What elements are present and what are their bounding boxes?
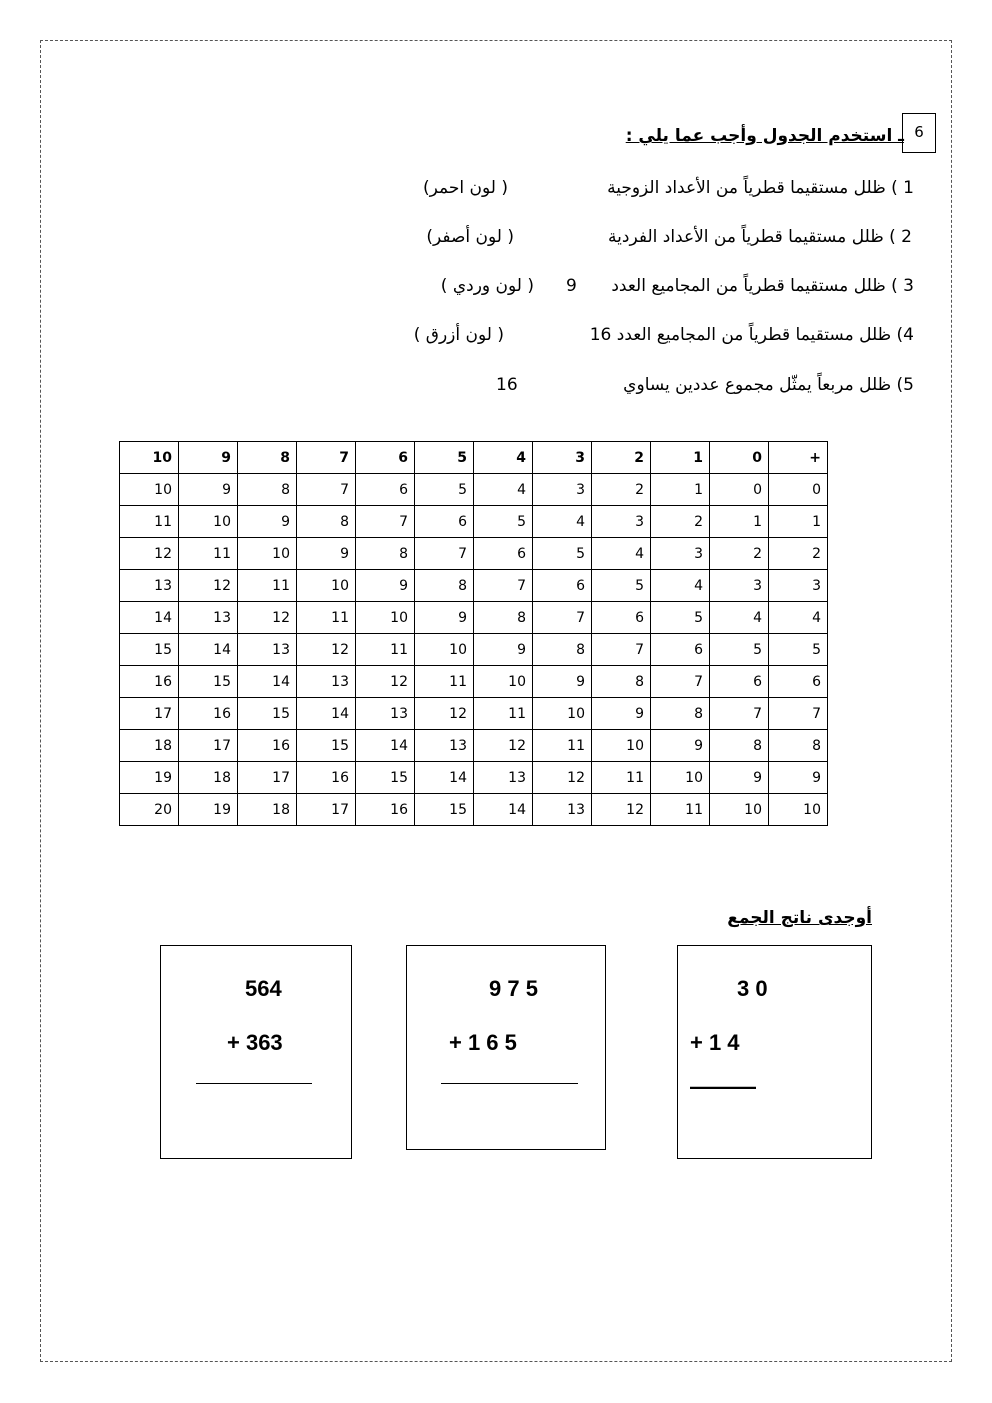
table-cell: 15: [238, 698, 297, 730]
problem-3-bottom: + 1 4: [690, 1030, 740, 1055]
table-cell: 10: [533, 698, 592, 730]
table-cell: 12: [592, 794, 651, 826]
table-cell: 12: [415, 698, 474, 730]
table-cell: 9: [474, 634, 533, 666]
table-cell: 5: [415, 474, 474, 506]
table-cell: 8: [769, 730, 828, 762]
table-cell: 6: [533, 570, 592, 602]
table-cell: 6: [415, 506, 474, 538]
table-row: [120, 570, 828, 602]
table-cell: 9: [533, 666, 592, 698]
table-cell: 13: [356, 698, 415, 730]
table-cell: 4: [651, 570, 710, 602]
table-header-cell: 0: [710, 442, 769, 474]
problem-2-top: 9 7 5: [489, 976, 538, 1001]
table-cell: 3: [592, 506, 651, 538]
table-cell: 11: [297, 602, 356, 634]
table-cell: 12: [474, 730, 533, 762]
table-cell: 14: [238, 666, 297, 698]
table-header-cell: 4: [474, 442, 533, 474]
table-cell: 4: [769, 602, 828, 634]
table-cell: 5: [533, 538, 592, 570]
table-cell: 7: [533, 602, 592, 634]
table-cell: 10: [710, 794, 769, 826]
table-cell: 10: [297, 570, 356, 602]
table-cell: 17: [297, 794, 356, 826]
table-cell: 9: [179, 474, 238, 506]
table-cell: 9: [651, 730, 710, 762]
table-cell: 14: [120, 602, 179, 634]
table-cell: 11: [179, 538, 238, 570]
table-cell: 17: [238, 762, 297, 794]
table-cell: 14: [297, 698, 356, 730]
table-cell: 3: [533, 474, 592, 506]
table-header-cell: 1: [651, 442, 710, 474]
table-cell: 12: [356, 666, 415, 698]
table-cell: 0: [769, 474, 828, 506]
table-cell: 18: [238, 794, 297, 826]
table-cell: 14: [356, 730, 415, 762]
item-1-text: 1 ) ظلل مستقيما قطرياً من الأعداد الزوجية: [607, 178, 914, 198]
table-cell: 13: [474, 762, 533, 794]
table-cell: 5: [710, 634, 769, 666]
table-cell: 10: [651, 762, 710, 794]
table-cell: 5: [651, 602, 710, 634]
table-cell: 2: [651, 506, 710, 538]
table-cell: 13: [238, 634, 297, 666]
problem-2-bottom: + 1 6 5: [449, 1030, 517, 1055]
table-cell: 14: [415, 762, 474, 794]
table-cell: 8: [710, 730, 769, 762]
table-cell: 9: [592, 698, 651, 730]
table-cell: 15: [179, 666, 238, 698]
problem-1-answer-line: [196, 1083, 312, 1084]
table-cell: 6: [651, 634, 710, 666]
table-cell: 7: [651, 666, 710, 698]
table-cell: 16: [120, 666, 179, 698]
table-cell: 12: [238, 602, 297, 634]
table-cell: 2: [710, 538, 769, 570]
table-cell: 12: [179, 570, 238, 602]
table-cell: 11: [238, 570, 297, 602]
table-cell: 14: [474, 794, 533, 826]
table-header-row: [120, 442, 828, 474]
table-cell: 4: [710, 602, 769, 634]
table-cell: 11: [120, 506, 179, 538]
table-cell: 15: [297, 730, 356, 762]
table-row: [120, 762, 828, 794]
table-cell: 7: [297, 474, 356, 506]
table-cell: 11: [474, 698, 533, 730]
table-header-cell: 8: [238, 442, 297, 474]
table-cell: 6: [474, 538, 533, 570]
question-number: 6: [902, 113, 936, 153]
table-cell: 6: [710, 666, 769, 698]
table-cell: 13: [297, 666, 356, 698]
table-cell: 13: [179, 602, 238, 634]
table-cell: 6: [356, 474, 415, 506]
addition-title: أوجدى ناتج الجمع: [727, 908, 872, 928]
table-cell: 10: [120, 474, 179, 506]
item-3-text: 3 ) ظلل مستقيما قطرياً من المجاميع العدد: [611, 276, 914, 296]
table-cell: 6: [769, 666, 828, 698]
table-cell: 14: [179, 634, 238, 666]
table-cell: 11: [356, 634, 415, 666]
table-cell: 17: [120, 698, 179, 730]
table-cell: 19: [179, 794, 238, 826]
table-cell: 8: [592, 666, 651, 698]
table-cell: 9: [769, 762, 828, 794]
table-cell: 11: [651, 794, 710, 826]
problem-1-bottom: + 363: [227, 1030, 283, 1055]
table-header-cell: 10: [120, 442, 179, 474]
table-cell: 16: [356, 794, 415, 826]
table-cell: 10: [769, 794, 828, 826]
table-cell: 16: [179, 698, 238, 730]
problem-3-top: 3 0: [737, 976, 768, 1001]
table-cell: 15: [120, 634, 179, 666]
item-3-color: ( لون وردي ): [440, 276, 534, 296]
table-header-cell: 7: [297, 442, 356, 474]
table-cell: 10: [415, 634, 474, 666]
table-cell: 11: [533, 730, 592, 762]
table-cell: 15: [415, 794, 474, 826]
table-cell: 5: [474, 506, 533, 538]
table-cell: 5: [769, 634, 828, 666]
table-cell: 9: [415, 602, 474, 634]
table-cell: 1: [651, 474, 710, 506]
table-cell: 9: [297, 538, 356, 570]
table-cell: 10: [356, 602, 415, 634]
table-cell: 8: [297, 506, 356, 538]
item-5-number: 16: [496, 375, 518, 395]
table-cell: 3: [710, 570, 769, 602]
table-cell: 3: [651, 538, 710, 570]
table-cell: 4: [533, 506, 592, 538]
table-cell: 16: [297, 762, 356, 794]
table-header-cell: 9: [179, 442, 238, 474]
item-2-text: 2 ) ظلل مستقيما قطرياً من الأعداد الفردية: [608, 227, 912, 247]
table-cell: 11: [592, 762, 651, 794]
table-row: [120, 602, 828, 634]
problem-3-answer-line: ———: [690, 1074, 756, 1099]
table-cell: 8: [238, 474, 297, 506]
table-cell: 9: [238, 506, 297, 538]
table-cell: 10: [238, 538, 297, 570]
table-cell: 17: [179, 730, 238, 762]
table-cell: 6: [592, 602, 651, 634]
table-row: [120, 474, 828, 506]
item-3-number: 9: [566, 276, 577, 296]
table-cell: 12: [297, 634, 356, 666]
table-cell: 8: [474, 602, 533, 634]
table-row: [120, 634, 828, 666]
table-row: [120, 794, 828, 826]
table-cell: 15: [356, 762, 415, 794]
table-cell: 4: [474, 474, 533, 506]
table-header-cell: 3: [533, 442, 592, 474]
table-row: [120, 698, 828, 730]
table-cell: 8: [533, 634, 592, 666]
table-cell: 13: [120, 570, 179, 602]
table-cell: 20: [120, 794, 179, 826]
table-row: [120, 538, 828, 570]
table-header-cell: 5: [415, 442, 474, 474]
question-heading: ـ استخدم الجدول وأجب عما يلي :: [625, 126, 904, 146]
table-cell: 3: [769, 570, 828, 602]
table-header-cell: 2: [592, 442, 651, 474]
table-cell: 1: [769, 506, 828, 538]
table-cell: 7: [769, 698, 828, 730]
table-cell: 10: [592, 730, 651, 762]
table-cell: 13: [415, 730, 474, 762]
item-1-color: ( لون احمر): [423, 178, 508, 198]
table-cell: 18: [120, 730, 179, 762]
table-cell: 8: [356, 538, 415, 570]
table-cell: 13: [533, 794, 592, 826]
table-row: [120, 666, 828, 698]
table-cell: 4: [592, 538, 651, 570]
table-row: [120, 730, 828, 762]
table-header-cell: +: [769, 442, 828, 474]
table-cell: 5: [592, 570, 651, 602]
item-5-text: 5) ظلل مربعاً يمثّل مجموع عددين يساوي: [623, 375, 914, 395]
table-cell: 9: [710, 762, 769, 794]
table-cell: 7: [415, 538, 474, 570]
table-cell: 11: [415, 666, 474, 698]
table-cell: 12: [120, 538, 179, 570]
table-cell: 10: [179, 506, 238, 538]
table-cell: 12: [533, 762, 592, 794]
table-cell: 7: [474, 570, 533, 602]
table-cell: 0: [710, 474, 769, 506]
table-cell: 8: [415, 570, 474, 602]
table-cell: 7: [356, 506, 415, 538]
table-cell: 2: [769, 538, 828, 570]
table-row: [120, 506, 828, 538]
table-cell: 16: [238, 730, 297, 762]
table-header-cell: 6: [356, 442, 415, 474]
table-cell: 9: [356, 570, 415, 602]
item-4-text: 4) ظلل مستقيما قطرياً من المجاميع العدد 16: [589, 325, 914, 345]
addition-table: [119, 441, 828, 826]
table-cell: 10: [474, 666, 533, 698]
table-cell: 18: [179, 762, 238, 794]
problem-1-top: 564: [245, 976, 282, 1001]
problem-2-answer-line: [441, 1083, 578, 1084]
table-cell: 7: [592, 634, 651, 666]
table-cell: 8: [651, 698, 710, 730]
item-4-color: ( لون أزرق ): [413, 325, 504, 345]
table-cell: 19: [120, 762, 179, 794]
item-2-color: ( لون أصفر): [426, 227, 514, 247]
table-cell: 7: [710, 698, 769, 730]
table-cell: 2: [592, 474, 651, 506]
table-cell: 1: [710, 506, 769, 538]
